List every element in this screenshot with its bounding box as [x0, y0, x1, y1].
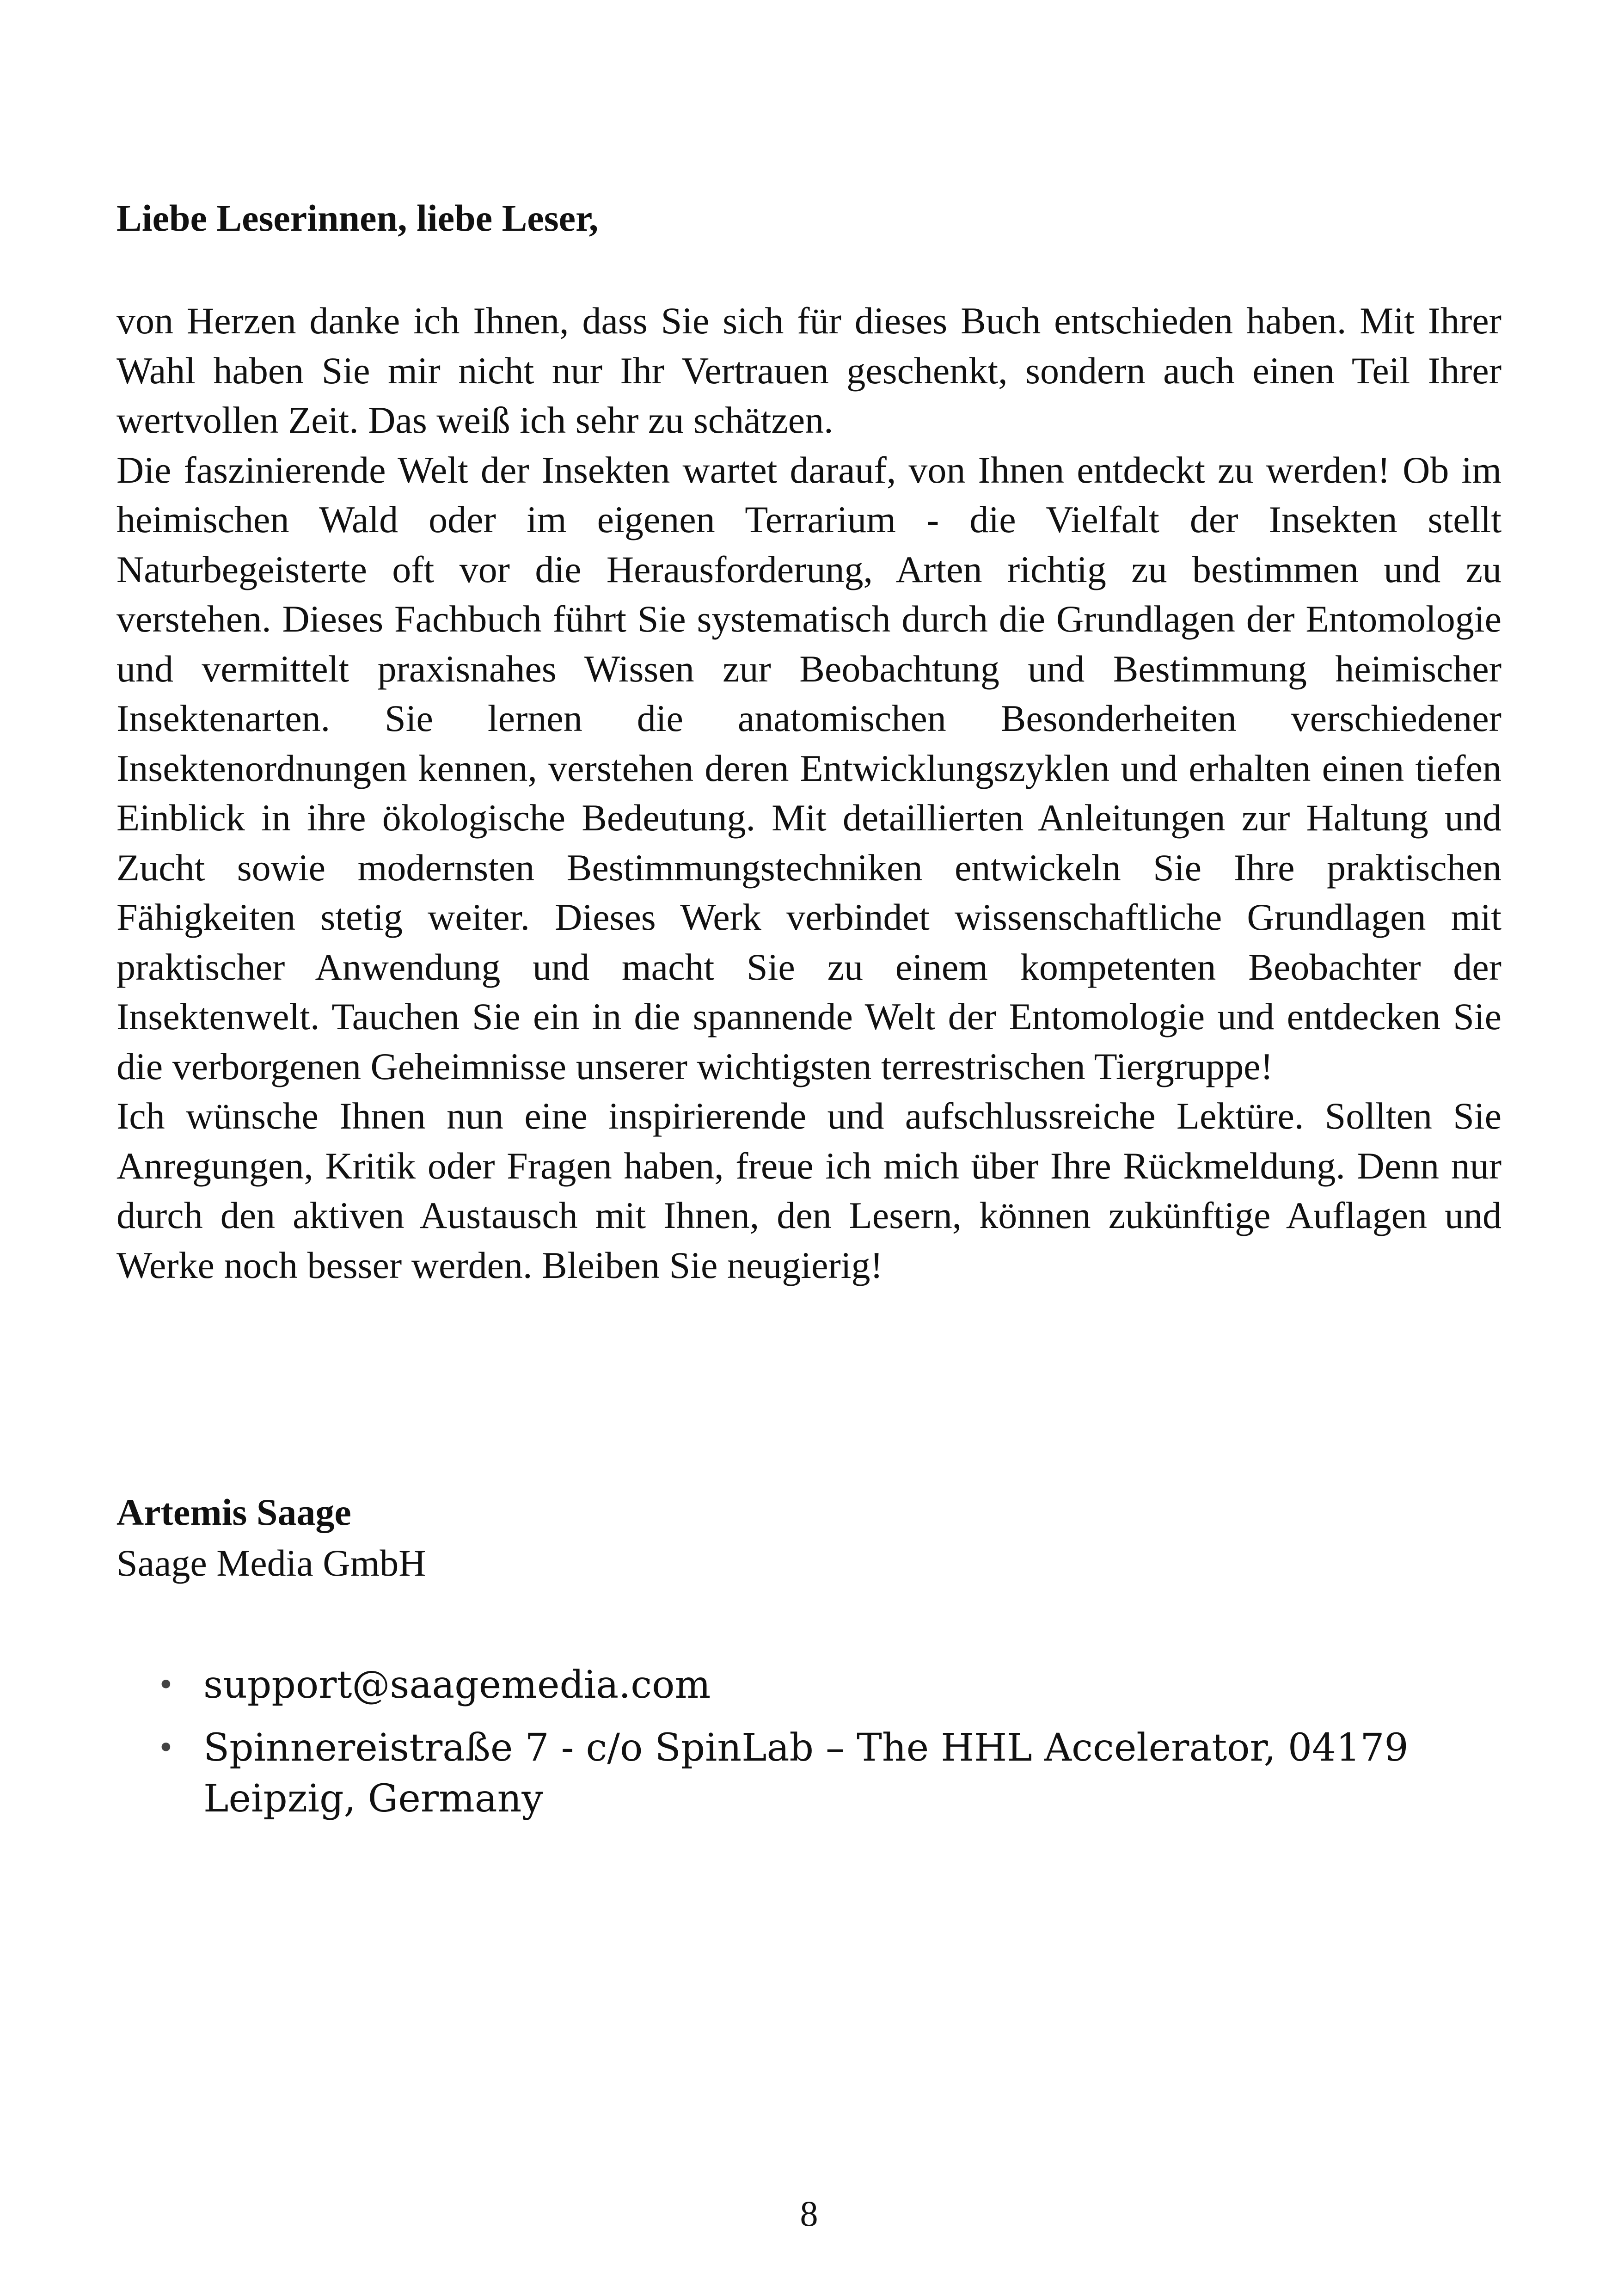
contact-email-item [157, 1660, 1526, 1711]
paragraph-book-description: Die faszinierende Welt der Insekten wartet darauf, von Ihnen entdeckt zu werden! Ob im heimischen Wald oder im eigenen Terrarium - die Vielfalt der Insekten stellt Naturbegeisterte oft vor die Herausforderung, Arten richtig zu bestimmen und zu verstehen. Dieses Fachbuch führt Sie systematisch durch die Grundlagen der Entomologie und vermittelt praxisnahes Wissen zur Beobachtung und Bestimmung heimischer Insektenarten. Sie lernen die anatomischen Besonderheiten verschiedener Insektenordnungen kennen, verstehen deren Entwicklungszyklen und erhalten einen tiefen Einblick in ihre ökologische Bedeutung. Mit detaillierten Anleitungen zur Haltung und Zucht sowie modernsten Bestimmungstechniken entwickeln Sie Ihre praktischen Fähigkeiten stetig weiter. Dieses Werk verbindet wissenschaftliche Grundlagen mit praktischer Anwendung und macht Sie zu einem kompetenten Beobachter der Insektenwelt. Tauchen Sie ein in die spannende Welt der Entomologie und entdecken Sie die verborgenen Geheimnisse unserer wichtigsten terrestrischen Tiergruppe! [116, 448, 1502, 1087]
bullet-icon: • [157, 1668, 175, 1702]
page-number: 8 [800, 2193, 818, 2234]
paragraph-thanks: von Herzen danke ich Ihnen, dass Sie sich für dieses Buch entschieden haben. Mit Ihrer Wahl haben Sie mir nicht nur Ihr Vertrauen geschenkt, sondern auch einen Teil Ihrer wertvollen Zeit. Das weiß ich sehr zu schätzen. [116, 300, 1502, 441]
paragraph-closing: Ich wünsche Ihnen nun eine inspirierende und aufschlussreiche Lektüre. Sollten Sie Anregungen, Kritik oder Fragen haben, freue ich mich über Ihre Rückmeldung. Denn nur durch den aktiven Austausch mit Ihnen, den Lesern, können zukünftige Auflagen und Werke noch besser werden. Bleiben Sie neugierig! [116, 1095, 1502, 1286]
author-name: Artemis Saage [116, 1491, 351, 1533]
salutation-heading: Liebe Leserinnen, liebe Leser, [116, 197, 599, 239]
signature-block [116, 1487, 1502, 1589]
contact-list [157, 1660, 1526, 1836]
contact-email: support@saagemedia.com [203, 1663, 711, 1707]
letter-body [116, 296, 1502, 1290]
bullet-icon: • [157, 1731, 175, 1765]
contact-address: Spinnereistraße 7 - c/o SpinLab – The HHL Accelerator, 04179 Leipzig, Germany [203, 1726, 1409, 1821]
contact-address-item [157, 1723, 1526, 1824]
company-name: Saage Media GmbH [116, 1542, 426, 1584]
